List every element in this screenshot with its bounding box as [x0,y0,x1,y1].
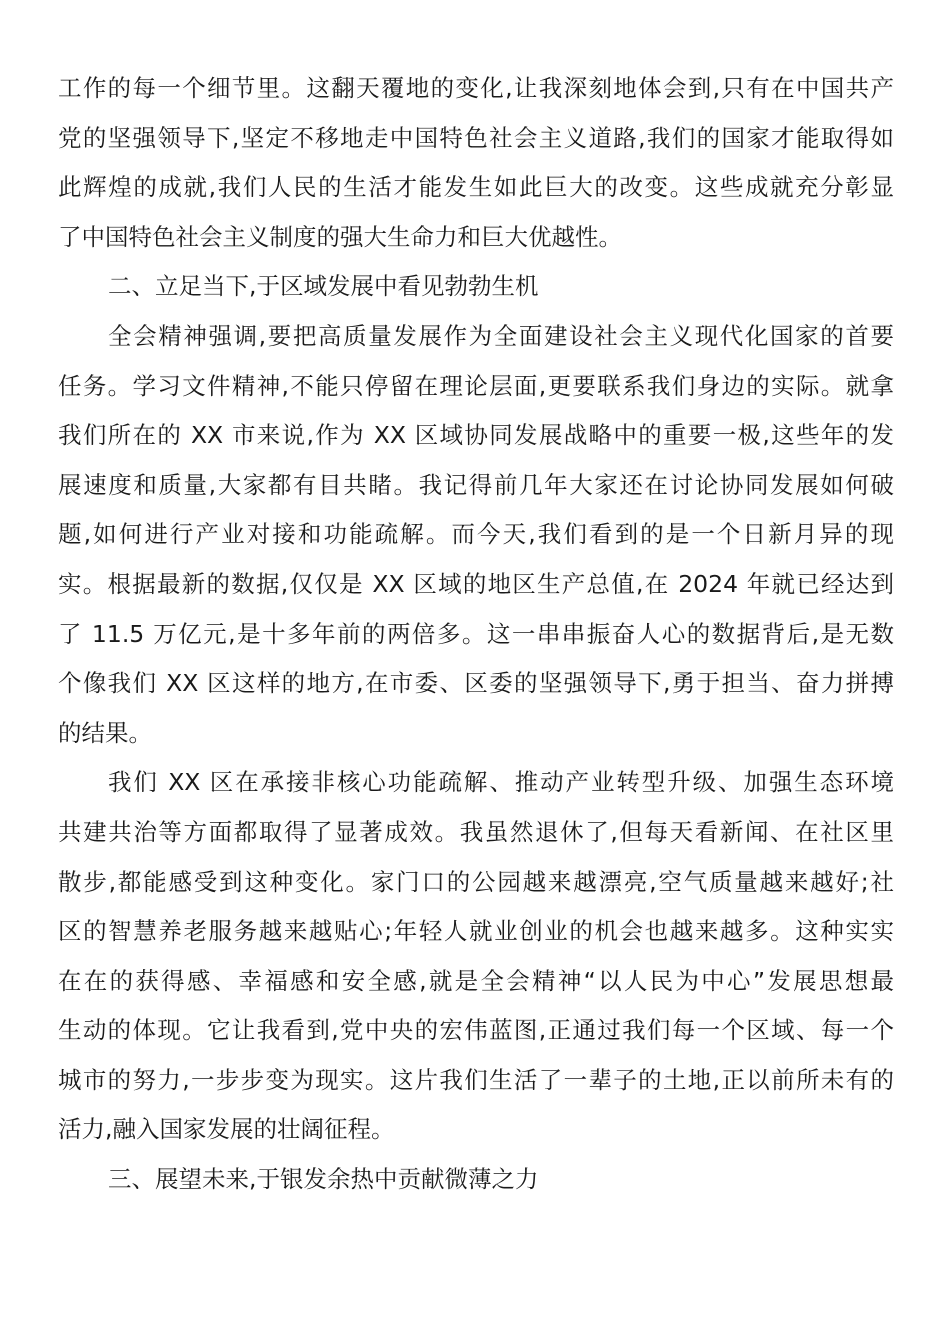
text-line: 实。根据最新的数据,仅仅是 XX 区域的地区生产总值,在 2024 年就已经达到 [58,569,894,598]
section-heading-2 [58,262,894,312]
text-line: 生动的体现。它让我看到,党中央的宏伟蓝图,正通过我们每一个区域、每一个 [58,1016,894,1045]
heading-text: 三、展望未来,于银发余热中贡献微薄之力 [108,1165,539,1194]
document-page [58,64,894,1205]
text-line: 任务。学习文件精神,不能只停留在理论层面,更要联系我们身边的实际。就拿 [58,371,894,400]
text-line: 我们 XX 区在承接非核心功能疏解、推动产业转型升级、加强生态环境 [108,768,894,797]
text-line: 了中国特色社会主义制度的强大生命力和巨大优越性。 [58,222,622,251]
heading-text: 二、立足当下,于区域发展中看见勃勃生机 [108,272,539,301]
text-line: 活力,融入国家发展的壮阔征程。 [58,1115,395,1144]
text-line: 个像我们 XX 区这样的地方,在市委、区委的坚强领导下,勇于担当、奋力拼搏 [58,669,894,698]
text-line: 区的智慧养老服务越来越贴心;年轻人就业创业的机会也越来越多。这种实实 [58,917,894,946]
text-line: 城市的努力,一步步变为现实。这片我们生活了一辈子的土地,正以前所未有的 [58,1065,894,1094]
section-heading-3 [58,1155,894,1205]
text-line: 我们所在的 XX 市来说,作为 XX 区域协同发展战略中的重要一极,这些年的发 [58,421,894,450]
text-line: 了 11.5 万亿元,是十多年前的两倍多。这一串串振奋人心的数据背后,是无数 [58,619,894,648]
text-line: 展速度和质量,大家都有目共睹。我记得前几年大家还在讨论协同发展如何破 [58,470,894,499]
text-line: 散步,都能感受到这种变化。家门口的公园越来越漂亮,空气质量越来越好;社 [58,867,894,896]
paragraph-continuation [58,64,894,262]
text-line: 在在的获得感、幸福感和安全感,就是全会精神“以人民为中心”发展思想最 [58,966,894,995]
text-line: 题,如何进行产业对接和功能疏解。而今天,我们看到的是一个日新月异的现 [58,520,894,549]
text-line: 工作的每一个细节里。这翻天覆地的变化,让我深刻地体会到,只有在中国共产 [58,74,894,102]
paragraph-regional-development [58,312,894,758]
paragraph-district-achievements [58,758,894,1155]
text-line: 此辉煌的成就,我们人民的生活才能发生如此巨大的改变。这些成就充分彰显 [58,173,894,202]
text-line: 党的坚强领导下,坚定不移地走中国特色社会主义道路,我们的国家才能取得如 [58,123,894,152]
text-line: 全会精神强调,要把高质量发展作为全面建设社会主义现代化国家的首要 [108,321,894,350]
text-line: 共建共治等方面都取得了显著成效。我虽然退休了,但每天看新闻、在社区里 [58,817,894,846]
text-line: 的结果。 [58,718,152,747]
